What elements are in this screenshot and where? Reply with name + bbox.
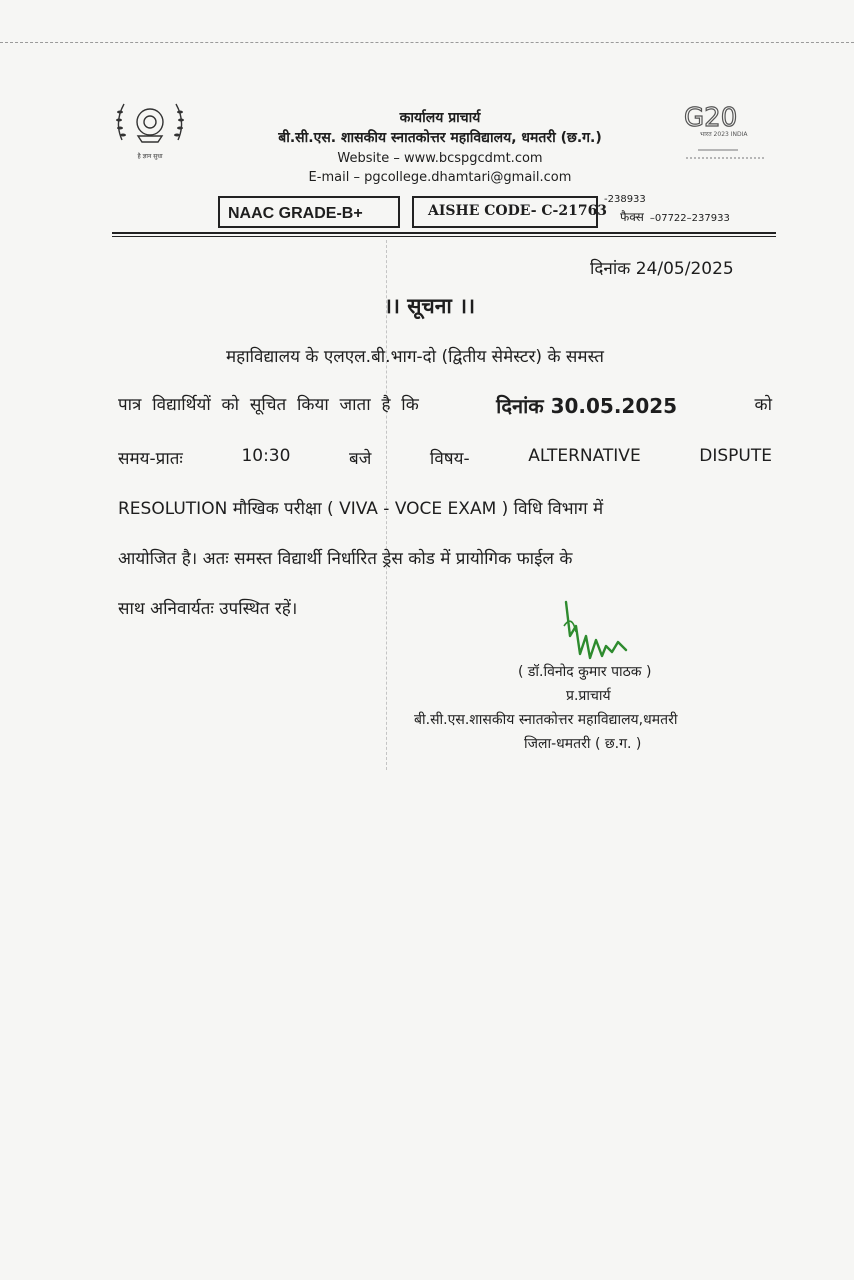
aishe-code-box: AISHE CODE- C-21763 [412, 196, 598, 228]
college-email: E-mail – pgcollege.dhamtari@gmail.com [308, 170, 572, 185]
time-value: 10:30 [241, 446, 291, 466]
g20-logo-icon [678, 96, 770, 166]
subject-label: विषय- [429, 449, 470, 469]
body-line-2-text: पात्र विद्यार्थियों को सूचित किया जाता है कि [118, 395, 419, 415]
body-line-3 [118, 446, 772, 469]
emblem-caption: है ज्ञान सुधा [137, 153, 163, 160]
body-line-4: RESOLUTION मौखिक परीक्षा ( VIVA - VOCE EXAM ) विधि विभाग में [118, 499, 604, 519]
naac-grade-box: NAAC GRADE-B+ [218, 196, 400, 228]
signatory-college: बी.सी.एस.शासकीय स्नातकोत्तर महाविद्यालय,धमतरी [414, 712, 678, 728]
office-title: कार्यालय प्राचार्य [399, 110, 481, 126]
signatory-district: जिला-धमतरी ( छ.ग. ) [524, 736, 642, 752]
body-line-5: आयोजित है। अतः समस्त विद्यार्थी निर्धारित ड्रेस कोड में प्रायोगिक फाईल के [118, 549, 573, 569]
body-line-2 [118, 392, 772, 419]
body-line-1: महाविद्यालय के एलएल.बी.भाग-दो (द्वितीय सेमेस्टर) के समस्त [226, 347, 604, 367]
college-name: बी.सी.एस. शासकीय स्नातकोत्तर महाविद्यालय, धमतरी (छ.ग.) [278, 130, 602, 146]
g20-mark: G20 [684, 103, 738, 133]
header-rule-thin [112, 236, 776, 237]
fax-number: –07722–237933 [649, 213, 730, 224]
subject-word-1: ALTERNATIVE [528, 446, 641, 466]
signatory-name: ( डॉ.विनोद कुमार पाठक ) [518, 664, 652, 680]
signatory-designation: प्र.प्राचार्य [566, 688, 611, 704]
notice-date: दिनांक 24/05/2025 [590, 259, 734, 279]
notice-heading: ।। सूचना ।। [384, 294, 476, 318]
body-line-6: साथ अनिवार्यतः उपस्थित रहें। [118, 599, 298, 619]
fax-line [620, 208, 730, 225]
body-line-2-end: को [754, 395, 772, 415]
subject-word-2: DISPUTE [699, 446, 772, 466]
college-emblem-icon [108, 92, 192, 164]
fax-label: फैक्स [620, 210, 644, 224]
exam-date: दिनांक 30.05.2025 [496, 394, 678, 418]
college-website: Website – www.bcspgcdmt.com [337, 151, 543, 166]
header-rule [112, 232, 776, 234]
g20-caption: भारत 2023 INDIA [700, 131, 748, 138]
time-label: समय-प्रातः [118, 449, 183, 469]
top-dashed-line [0, 42, 854, 43]
time-unit: बजे [349, 449, 372, 469]
phone-number: -238933 [604, 194, 646, 205]
